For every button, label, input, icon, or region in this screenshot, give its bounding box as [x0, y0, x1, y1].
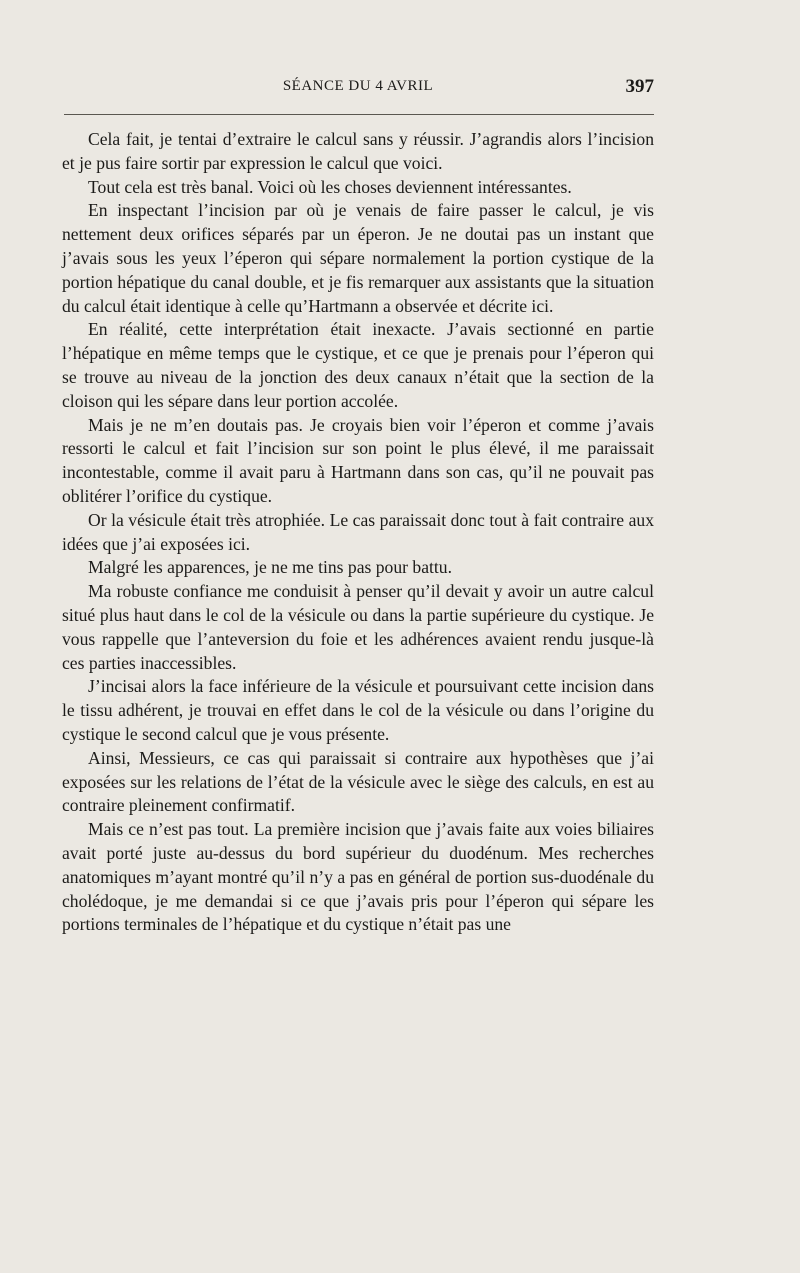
paragraph-6: Or la vésicule était très atrophiée. Le cas paraissait donc tout à fait contraire aux idées que j’ai exposées ici. [62, 509, 654, 554]
body-text [62, 128, 654, 937]
paragraph-2: Tout cela est très banal. Voici où les choses deviennent intéressantes. [88, 176, 572, 197]
page-number: 397 [625, 76, 654, 97]
running-header [62, 76, 654, 102]
paragraph-11: Mais ce n’est pas tout. La première incision que j’avais faite aux voies biliaires avait porté juste au-dessus du bord supérieur du duodénum. Mes recherches anatomiques m’ayant montré qu’il n’y a pas en général de portion sus-duodénale du cholédoque, je me demandai si ce que j’avais pris pour l’éperon qui sépare les portions terminales de l’hépatique et du cystique n’était pas une [62, 819, 654, 935]
paragraph-9: J’incisai alors la face inférieure de la vésicule et poursuivant cette incision dans le tissu adhérent, je trouvai en effet dans le col de la vésicule ou dans l’origine du cystique le second calcul que je vous présente. [62, 676, 654, 744]
paragraph-3: En inspectant l’incision par où je venais de faire passer le calcul, je vis nettement deux orifices séparés par un éperon. Je ne doutai pas un instant que j’avais sous les yeux l’éperon qui sépare normalement la portion cystique de la portion hépatique du canal double, et je fis remarquer aux assistants que la situation du calcul était identique à celle qu’Hartmann a observée et décrite ici. [62, 200, 654, 316]
paragraph-1: Cela fait, je tentai d’extraire le calcul sans y réussir. J’agrandis alors l’incision et je pus faire sortir par expression le calcul que voici. [62, 129, 654, 173]
paragraph-5: Mais je ne m’en doutais pas. Je croyais bien voir l’éperon et comme j’avais ressorti le calcul et fait l’incision sur son point le plus élevé, il me paraissait incontestable, comme il avait paru à Hartmann dans son cas, qu’il ne pouvait pas oblitérer l’orifice du cystique. [62, 414, 654, 506]
paragraph-7: Malgré les apparences, je ne me tins pas pour battu. [88, 557, 452, 578]
paragraph-4: En réalité, cette interprétation était inexacte. J’avais sectionné en partie l’hépatique en même temps que le cystique, et ce que je prenais pour l’éperon qui se trouve au niveau de la jonction des deux canaux n’était que la section de la cloison qui les sépare dans leur portion accolée. [62, 319, 654, 411]
running-title: SÉANCE DU 4 AVRIL [282, 78, 434, 94]
paragraph-8: Ma robuste confiance me conduisit à penser qu’il devait y avoir un autre calcul situé plus haut dans le col de la vésicule ou dans la partie supérieure du cystique. Je vous rappelle que l’anteversion du foie et les adhérences avaient rendu jusque-là ces parties inaccessibles. [62, 581, 654, 673]
header-rule [64, 114, 654, 115]
paragraph-10: Ainsi, Messieurs, ce cas qui paraissait si contraire aux hypothèses que j’ai exposées sur les relations de l’état de la vésicule avec le siège des calculs, en est au contraire pleinement confirmatif. [62, 747, 654, 816]
